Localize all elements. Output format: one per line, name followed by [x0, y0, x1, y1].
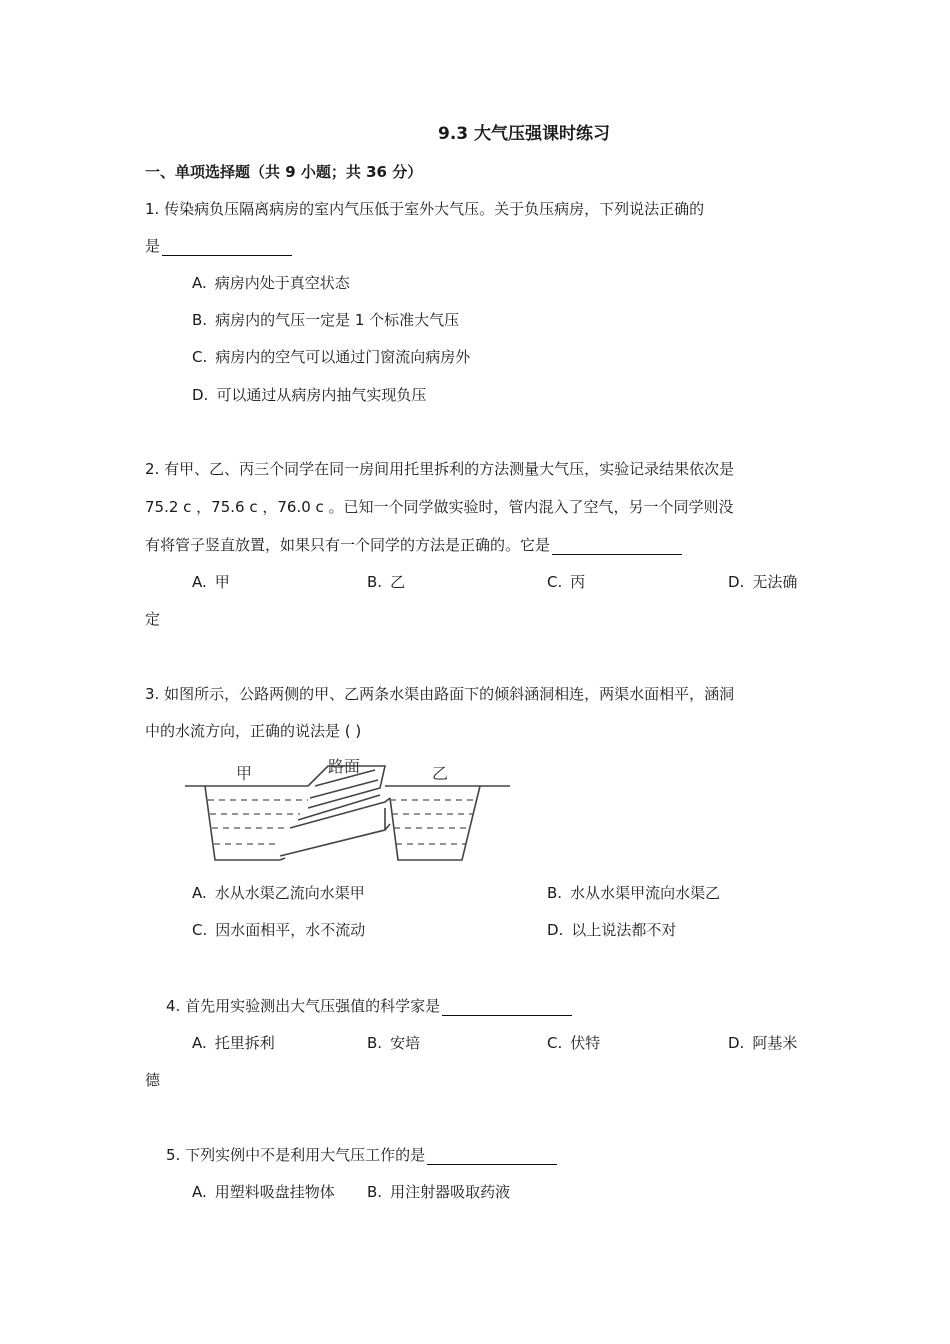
option-text: 病房内的气压一定是 1 个标准大气压: [215, 311, 460, 329]
figure-label-road: 路面: [328, 757, 361, 776]
q3-stem-line1: 3. 如图所示，公路两侧的甲、乙两条水渠由路面下的倾斜涵洞相连，两渠水面相平，涵洞: [145, 685, 735, 703]
q2-stem-text: 有将管子竖直放置，如果只有一个同学的方法是正确的。它是: [145, 536, 551, 554]
answer-blank[interactable]: [442, 999, 572, 1016]
q3-stem-line2: 中的水流方向，正确的说法是 ( ): [145, 722, 362, 740]
option-text: 因水面相平，水不流动: [215, 921, 366, 939]
q3-option-a[interactable]: [192, 883, 365, 903]
q4-option-b[interactable]: [367, 1033, 420, 1053]
canal-culvert-figure: [180, 752, 520, 870]
q5-option-a[interactable]: [192, 1182, 335, 1202]
q1-option-d[interactable]: [192, 385, 426, 405]
answer-blank[interactable]: [427, 1148, 557, 1165]
q1-option-a[interactable]: [192, 273, 350, 293]
q1-option-c[interactable]: [192, 347, 470, 367]
option-text: 用注射器吸取药液: [390, 1183, 511, 1201]
option-text: 托里拆利: [214, 1034, 275, 1052]
q5-stem-line1: [166, 1145, 557, 1165]
option-text: 甲: [214, 573, 230, 591]
option-letter: A.: [192, 1183, 207, 1201]
option-letter: C.: [192, 348, 208, 366]
q1-stem-line2: [145, 236, 292, 256]
q2-option-c[interactable]: [547, 572, 585, 592]
q1-stem-line1: 1. 传染病负压隔离病房的室内气压低于室外大气压。关于负压病房，下列说法正确的: [145, 200, 705, 218]
q4-option-d-wrap: 德: [145, 1071, 161, 1089]
option-letter: D.: [728, 573, 745, 591]
section-heading: 一、单项选择题（共 9 小题；共 36 分）: [145, 163, 423, 181]
option-text: 阿基米: [752, 1034, 798, 1052]
figure-label-left: 甲: [236, 764, 253, 783]
option-text: 以上说法都不对: [571, 921, 677, 939]
option-text: 病房内的空气可以通过门窗流向病房外: [215, 348, 471, 366]
q1-stem-text: 是: [145, 237, 161, 255]
answer-blank[interactable]: [552, 538, 682, 555]
option-letter: A.: [192, 884, 207, 902]
option-letter: C.: [547, 573, 563, 591]
option-text: 安培: [390, 1034, 421, 1052]
q2-option-a[interactable]: [192, 572, 230, 592]
q3-option-d[interactable]: [547, 920, 676, 940]
q2-option-b[interactable]: [367, 572, 405, 592]
q3-option-b[interactable]: [547, 883, 720, 903]
q4-option-d[interactable]: [728, 1033, 797, 1053]
q3-option-c[interactable]: [192, 920, 365, 940]
option-text: 用塑料吸盘挂物体: [214, 1183, 335, 1201]
q4-option-a[interactable]: [192, 1033, 275, 1053]
q2-stem-line2: 75.2 c ，75.6 c ，76.0 c 。已知一个同学做实验时，管内混入了空气，另一个同学则没: [145, 498, 734, 516]
q2-option-d-wrap: 定: [145, 610, 161, 628]
option-text: 伏特: [570, 1034, 601, 1052]
option-letter: C.: [547, 1034, 563, 1052]
page-title: 9.3 大气压强课时练习: [438, 124, 611, 144]
option-text: 水从水渠乙流向水渠甲: [214, 884, 365, 902]
answer-blank[interactable]: [162, 239, 292, 256]
figure-label-right: 乙: [432, 764, 449, 783]
option-text: 水从水渠甲流向水渠乙: [570, 884, 721, 902]
option-text: 丙: [570, 573, 586, 591]
option-text: 无法确: [752, 573, 798, 591]
option-letter: C.: [192, 921, 208, 939]
option-letter: B.: [547, 884, 563, 902]
q2-option-d[interactable]: [728, 572, 797, 592]
option-letter: A.: [192, 573, 207, 591]
q1-option-b[interactable]: [192, 310, 459, 330]
option-letter: B.: [367, 1183, 383, 1201]
option-text: 可以通过从病房内抽气实现负压: [216, 386, 427, 404]
option-letter: D.: [728, 1034, 745, 1052]
q5-stem-text: 5. 下列实例中不是利用大气压工作的是: [166, 1146, 426, 1164]
q4-option-c[interactable]: [547, 1033, 600, 1053]
option-letter: B.: [192, 311, 208, 329]
option-text: 乙: [390, 573, 406, 591]
option-letter: B.: [367, 1034, 383, 1052]
q2-stem-line3: [145, 535, 682, 555]
q4-stem-line1: [166, 996, 572, 1016]
q5-option-b[interactable]: [367, 1182, 510, 1202]
q4-stem-text: 4. 首先用实验测出大气压强值的科学家是: [166, 997, 441, 1015]
option-letter: B.: [367, 573, 383, 591]
option-letter: A.: [192, 1034, 207, 1052]
option-letter: D.: [547, 921, 564, 939]
option-letter: A.: [192, 274, 207, 292]
option-text: 病房内处于真空状态: [214, 274, 350, 292]
q2-stem-line1: 2. 有甲、乙、丙三个同学在同一房间用托里拆利的方法测量大气压，实验记录结果依次是: [145, 460, 735, 478]
option-letter: D.: [192, 386, 209, 404]
